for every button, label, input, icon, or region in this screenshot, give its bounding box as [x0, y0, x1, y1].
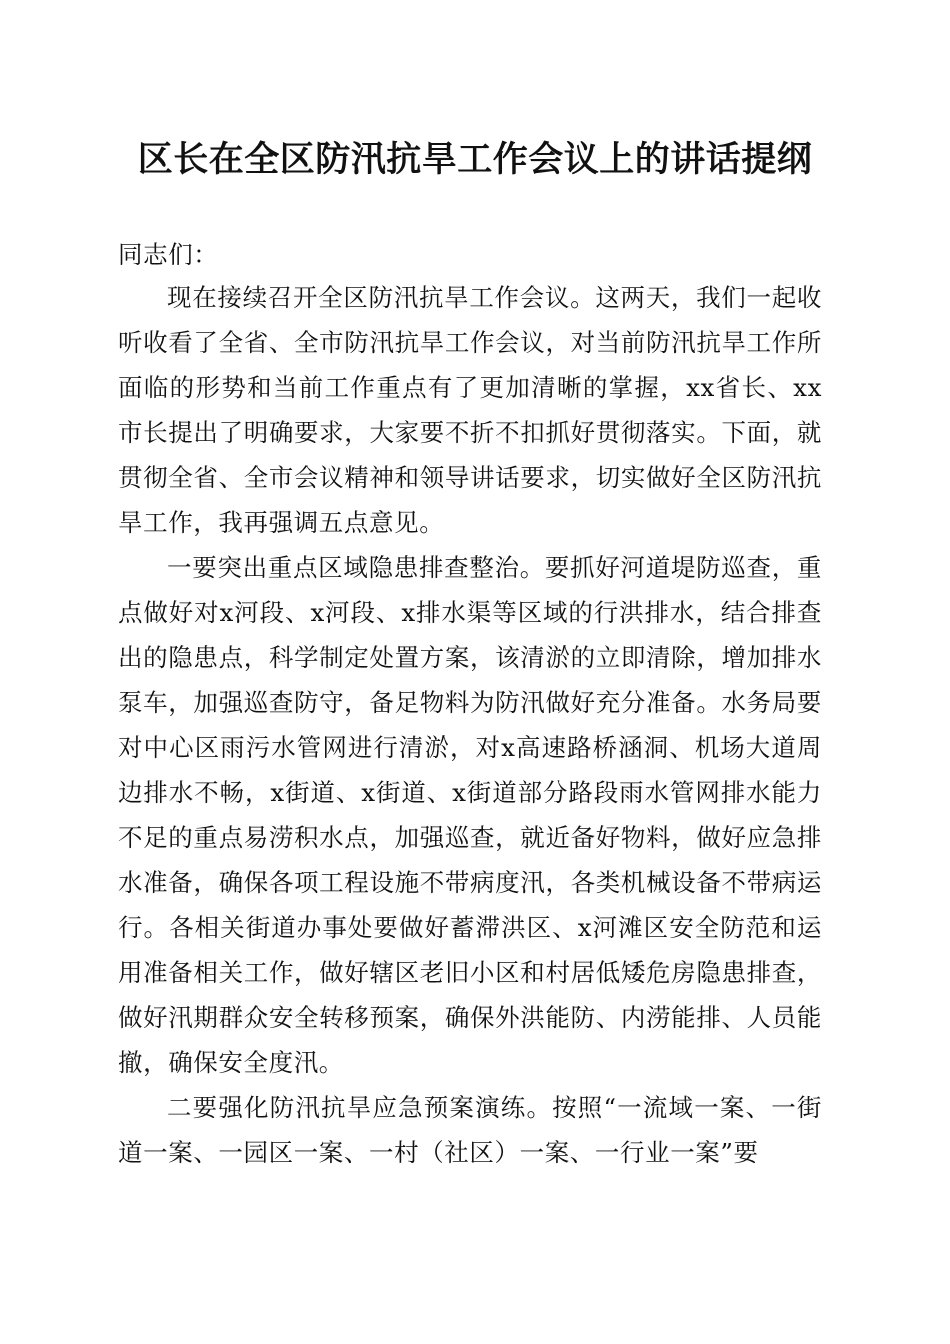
- paragraph-point-two: 二要强化防汛抗旱应急预案演练。按照“一流域一案、一街道一案、一园区一案、一村（社区）一案、一行业一案”要: [118, 1093, 822, 1167]
- document-body: [118, 232, 822, 1175]
- paragraph-opening: 现在接续召开全区防汛抗旱工作会议。这两天，我们一起收听收看了全省、全市防汛抗旱工作会议，对当前防汛抗旱工作所面临的形势和当前工作重点有了更加清晰的掌握，xx省长、xx市长提出了明确要求，大家要不折不扣抓好贯彻落实。下面，就贯彻全省、全市会议精神和领导讲话要求，切实做好全区防汛抗旱工作，我再强调五点意见。: [118, 283, 822, 537]
- document-title: 区长在全区防汛抗旱工作会议上的讲话提纲: [137, 139, 813, 180]
- paragraph-point-one: 一要突出重点区域隐患排查整治。要抓好河道堤防巡查，重点做好对x河段、x河段、x排水渠等区域的行洪排水，结合排查出的隐患点，科学制定处置方案，该清淤的立即清除，增加排水泵车，加强巡查防守，备足物料为防汛做好充分准备。水务局要对中心区雨污水管网进行清淤，对x高速路桥涵洞、机场大道周边排水不畅，x街道、x街道、x街道部分路段雨水管网排水能力不足的重点易涝积水点，加强巡查，就近备好物料，做好应急排水准备，确保各项工程设施不带病度汛，各类机械设备不带病运行。各相关街道办事处要做好蓄滞洪区、x河滩区安全防范和运用准备相关工作，做好辖区老旧小区和村居低矮危房隐患排查，做好汛期群众安全转移预案，确保外洪能防、内涝能排、人员能撤，确保安全度汛。: [118, 553, 822, 1077]
- salutation: 同志们：: [118, 240, 219, 269]
